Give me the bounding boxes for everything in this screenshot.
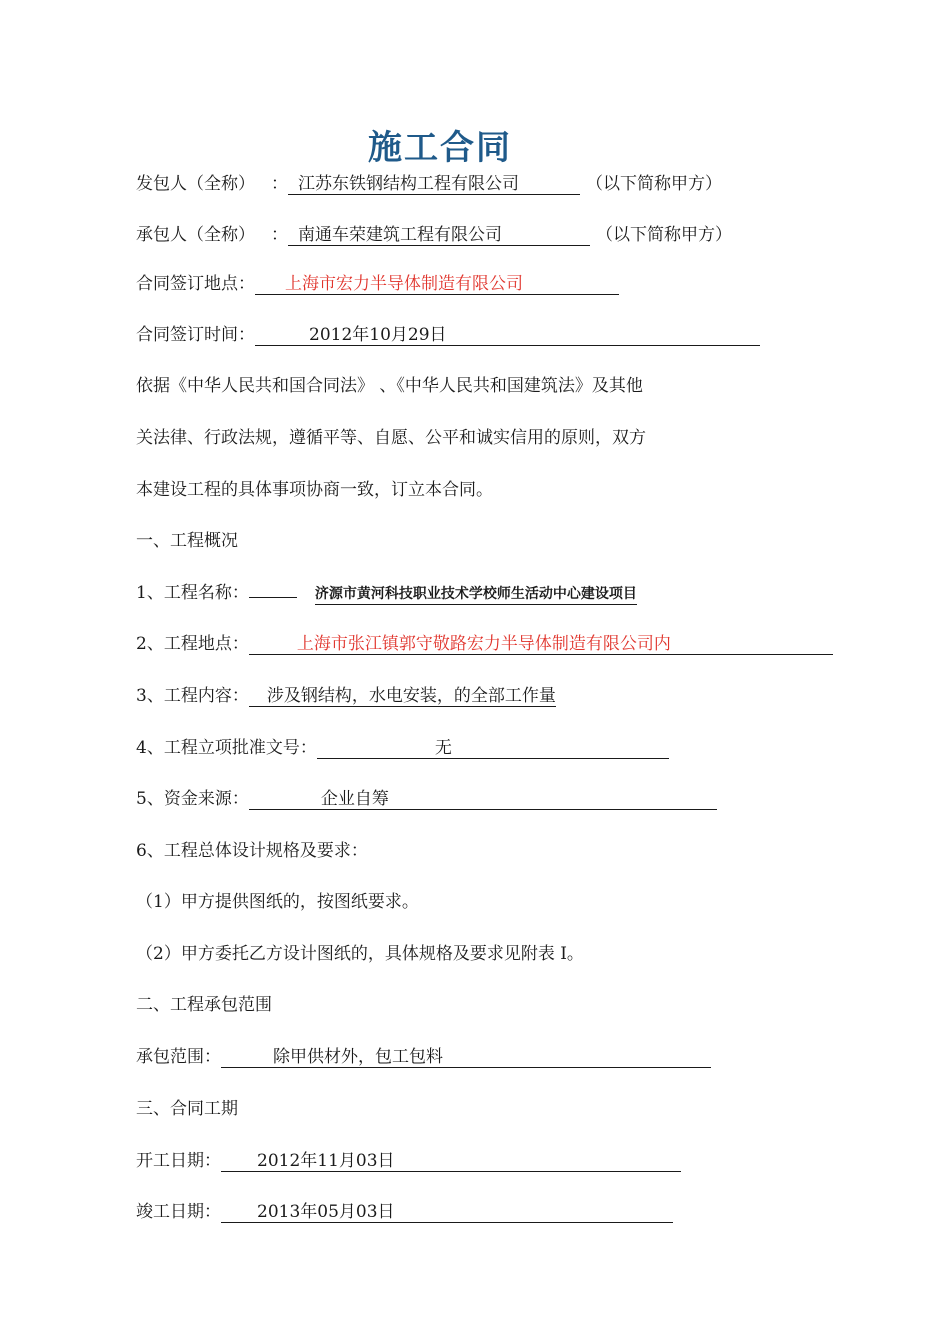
sign-time-line: [136, 323, 760, 347]
project-location-label: 2、工程地点：: [136, 634, 249, 654]
employer-value: 江苏东铁钢结构工程有限公司: [298, 174, 519, 194]
section2-heading: 二、工程承包范围: [136, 995, 272, 1015]
design-heading: 6、工程总体设计规格及要求：: [136, 841, 368, 861]
approval-field: [317, 738, 669, 759]
employer-sep: ：: [271, 174, 288, 194]
contractor-label: 承包人（全称）: [136, 225, 255, 245]
employer-line: [136, 172, 722, 196]
project-name-label: 1、工程名称：: [136, 583, 249, 603]
sign-time-label: 合同签订时间：: [136, 325, 255, 345]
section3-heading: 三、合同工期: [136, 1099, 238, 1119]
end-date-value: 2013年05月03日: [257, 1202, 395, 1222]
section1-heading: 一、工程概况: [136, 531, 238, 551]
project-content-field: [249, 686, 556, 707]
end-date-label: 竣工日期：: [136, 1202, 221, 1222]
sign-time-value: 2012年10月29日: [309, 325, 447, 345]
funding-line: [136, 787, 717, 811]
funding-field: [249, 789, 717, 810]
document-title: 施工合同: [368, 128, 512, 168]
end-date-field: [221, 1202, 673, 1223]
employer-note: （以下简称甲方）: [586, 174, 722, 194]
project-name-line: [136, 581, 637, 605]
contractor-field: [288, 225, 590, 246]
project-content-value: 涉及钢结构，水电安装，的全部工作量: [266, 686, 556, 706]
sign-place-line: [136, 272, 619, 296]
scope-line: [136, 1045, 711, 1069]
funding-label: 5、资金来源：: [136, 789, 249, 809]
sign-place-value: 上海市宏力半导体制造有限公司: [285, 274, 523, 294]
design-item-1: （1）甲方提供图纸的，按图纸要求。: [136, 892, 419, 912]
contractor-sep: ：: [271, 225, 288, 245]
sign-time-field: [255, 325, 760, 346]
start-date-line: [136, 1149, 681, 1173]
project-location-field: [249, 634, 833, 655]
scope-label: 承包范围：: [136, 1047, 221, 1067]
scope-value: 除甲供材外，包工包料: [273, 1047, 443, 1067]
project-name-value: 济源市黄河科技职业技术学校师生活动中心建设项目: [315, 584, 637, 605]
start-date-field: [221, 1151, 681, 1172]
sign-place-label: 合同签订地点：: [136, 274, 255, 294]
project-name-leader: [249, 597, 297, 598]
approval-line: [136, 736, 669, 760]
contractor-note: （以下简称甲方）: [596, 225, 732, 245]
preamble-line-3: 本建设工程的具体事项协商一致，订立本合同。: [136, 480, 493, 500]
start-date-label: 开工日期：: [136, 1151, 221, 1171]
end-date-line: [136, 1200, 673, 1224]
funding-value: 企业自筹: [320, 789, 389, 809]
project-content-label: 3、工程内容：: [136, 686, 249, 706]
contractor-line: [136, 223, 732, 247]
sign-place-field: [255, 274, 619, 295]
approval-label: 4、工程立项批准文号：: [136, 738, 317, 758]
project-location-value-first: 上: [296, 634, 314, 654]
project-location-value: 海市张江镇郭守敬路宏力半导体制造有限公司内: [313, 634, 671, 654]
approval-value: 无: [434, 738, 452, 758]
preamble-line-2: 关法律、行政法规，遵循平等、自愿、公平和诚实信用的原则，双方: [136, 428, 646, 448]
scope-field: [221, 1047, 711, 1068]
employer-label: 发包人（全称）: [136, 174, 255, 194]
employer-field: [288, 174, 580, 195]
start-date-value: 2012年11月03日: [257, 1151, 395, 1171]
project-location-line: [136, 632, 833, 656]
design-item-2: （2）甲方委托乙方设计图纸的，具体规格及要求见附表 I。: [136, 944, 584, 964]
preamble-line-1: 依据《中华人民共和国合同法》 、《中华人民共和国建筑法》及其他: [136, 376, 643, 396]
project-content-line: [136, 684, 556, 708]
contractor-value: 南通车荣建筑工程有限公司: [298, 225, 502, 245]
